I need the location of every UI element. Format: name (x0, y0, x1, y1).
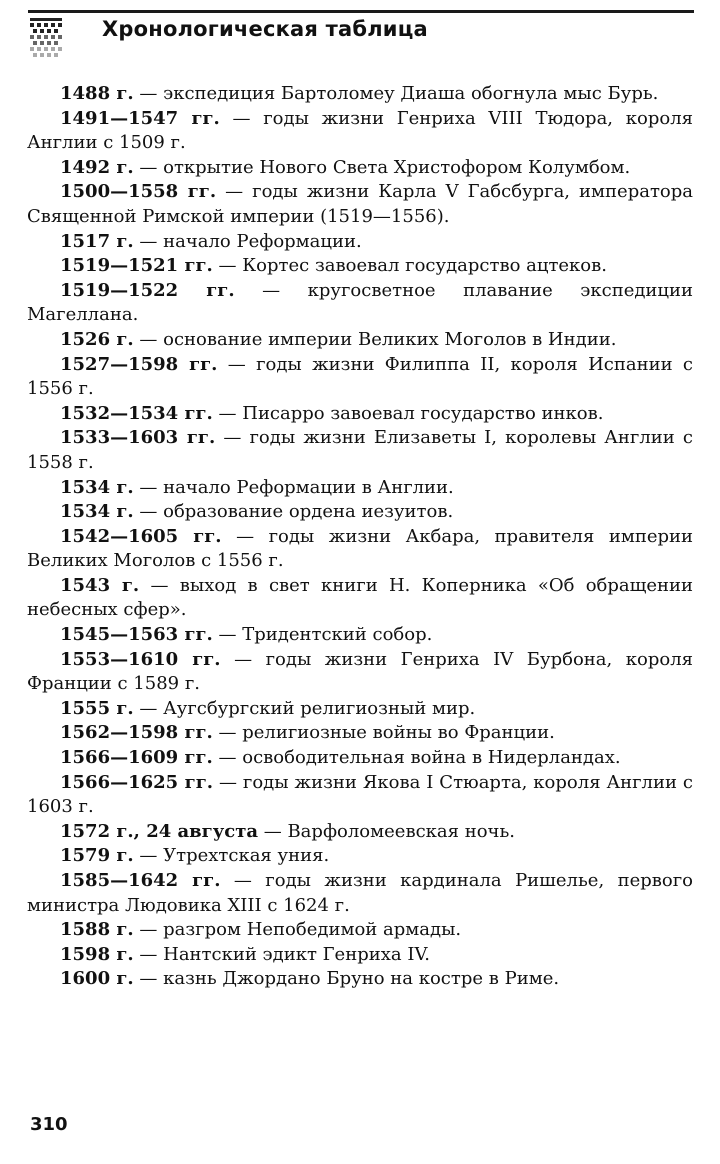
header-rule (28, 10, 694, 13)
entry-date: 1545—1563 гг. (60, 624, 213, 646)
entry-date: 1517 г. (60, 230, 134, 252)
entry-date: 1572 г., 24 августа (60, 820, 259, 842)
entry-text: — Тридентский собор. (212, 624, 433, 646)
chronology-entry (27, 180, 693, 229)
entry-date: 1500—1558 гг. (60, 181, 217, 203)
entry-text: — годы жизни кардинала Ришелье, первого министра Людовика XIII с 1624 г. (27, 870, 693, 916)
chronology-entry (27, 697, 693, 722)
chronology-entry (27, 476, 693, 501)
entry-text: — начало Реформации. (133, 230, 362, 252)
entry-text: — разгром Непобедимой армады. (133, 919, 462, 941)
entry-text: — образование ордена иезуитов. (133, 501, 454, 523)
entry-text: — годы жизни Якова I Стюарта, короля Англии с 1603 г. (27, 771, 693, 818)
chronology-entry (27, 648, 693, 697)
chronology-entry (27, 107, 693, 156)
entry-date: 1566—1625 гг. (60, 771, 214, 793)
entry-date: 1600 г. (60, 968, 134, 990)
page-number: 310 (30, 1114, 68, 1135)
entry-text: — Утрехтская уния. (133, 845, 330, 867)
chronology-entry (27, 721, 693, 746)
chronology-entry (27, 402, 693, 427)
chronology-entry (27, 353, 693, 402)
entry-date: 1519—1521 гг. (60, 255, 213, 277)
chronology-entry (27, 525, 693, 574)
entry-text: — Писарро завоевал государство инков. (212, 402, 604, 424)
entry-text: — годы жизни Елизаветы I, королевы Англии с 1558 г. (27, 427, 693, 473)
entry-text: — годы жизни Филиппа II, короля Испании с 1556 г. (27, 353, 693, 400)
entry-date: 1588 г. (60, 919, 134, 941)
entry-date: 1533—1603 гг. (60, 427, 216, 449)
chronology-entry (27, 426, 693, 475)
chronology-entry (27, 574, 693, 623)
entry-text: — открытие Нового Света Христофором Колумбом. (133, 156, 631, 178)
entry-text: — начало Реформации в Англии. (133, 476, 454, 498)
entry-date: 1534 г. (60, 476, 134, 498)
entry-text: — казнь Джордано Бруно на костре в Риме. (133, 968, 560, 990)
grid-ornament-icon (30, 18, 62, 58)
entry-text: — Аугсбургский религиозный мир. (133, 697, 476, 719)
entry-date: 1585—1642 гг. (60, 870, 221, 891)
entry-text: — освободительная война в Нидерландах. (212, 747, 621, 769)
entry-date: 1562—1598 гг. (60, 722, 213, 744)
chronology-entry (27, 820, 693, 845)
entry-date: 1543 г. (60, 574, 140, 596)
chronology-entry (27, 254, 693, 279)
page-header (28, 10, 694, 54)
entry-text: — кругосветное плавание экспедиции Магеллана. (27, 279, 693, 326)
entry-date: 1542—1605 гг. (60, 525, 222, 547)
entry-date: 1534 г. (60, 501, 134, 523)
entry-text: — Нантский эдикт Генриха IV. (133, 943, 431, 965)
chronology-entry (27, 967, 693, 992)
chronology-entry (27, 82, 693, 107)
entry-text: — основание империи Великих Моголов в Индии. (133, 328, 617, 350)
entry-date: 1553—1610 гг. (60, 648, 221, 670)
chronology-entry (27, 746, 693, 771)
entry-date: 1555 г. (60, 697, 134, 719)
entry-date: 1488 г. (60, 83, 134, 104)
entry-date: 1566—1609 гг. (60, 747, 213, 769)
entry-date: 1598 г. (60, 943, 134, 965)
chronology-entry (27, 156, 693, 181)
entry-text: — годы жизни Акбара, правителя империи Великих Моголов с 1556 г. (27, 525, 693, 572)
entry-date: 1532—1534 гг. (60, 402, 213, 424)
chronology-entry (27, 844, 693, 869)
chronology-entry (27, 279, 693, 328)
chronology-entry (27, 328, 693, 353)
entry-text: — религиозные войны во Франции. (212, 722, 555, 744)
entry-date: 1526 г. (60, 328, 134, 350)
chronology-entry (27, 771, 693, 820)
entry-date: 1491—1547 гг. (60, 107, 220, 129)
chronology-entry (27, 500, 693, 525)
entry-text: — годы жизни Генриха IV Бурбона, короля Франции с 1589 г. (27, 648, 693, 695)
entry-date: 1492 г. (60, 156, 134, 178)
chronology-entry (27, 623, 693, 648)
entry-date: 1527—1598 гг. (60, 353, 218, 375)
entry-text: — годы жизни Генриха VIII Тюдора, короля Англии с 1509 г. (27, 107, 693, 154)
entry-text: — Кортес завоевал государство ацтеков. (212, 255, 608, 277)
entry-date: 1519—1522 гг. (60, 279, 235, 301)
chronology-entry (27, 918, 693, 943)
chronology-list (27, 82, 693, 992)
entry-text: — экспедиция Бартоломеу Диаша обогнула мыс Бурь. (133, 83, 659, 104)
chronology-entry (27, 943, 693, 968)
page-title: Хронологическая таблица (102, 17, 428, 41)
chronology-entry (27, 869, 693, 918)
entry-text: — годы жизни Карла V Габсбурга, императора Священной Римской империи (1519—1556). (27, 181, 693, 227)
chronology-entry (27, 230, 693, 255)
entry-text: — Варфоломеевская ночь. (258, 820, 515, 842)
entry-date: 1579 г. (60, 845, 134, 867)
entry-text: — выход в свет книги Н. Коперника «Об обращении небесных сфер». (27, 574, 694, 621)
